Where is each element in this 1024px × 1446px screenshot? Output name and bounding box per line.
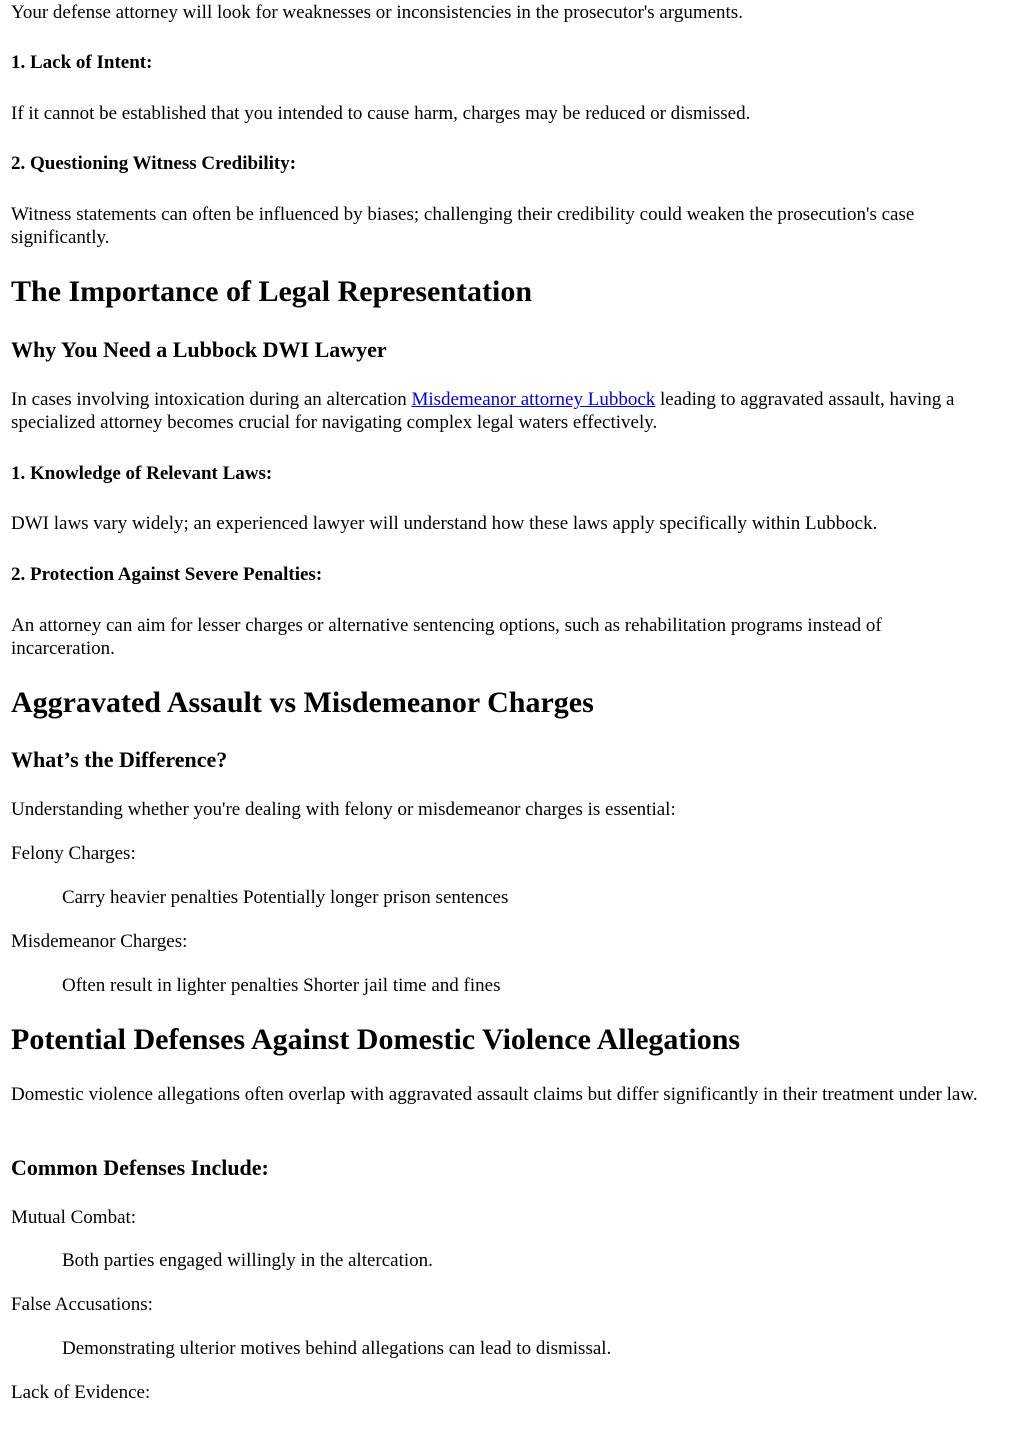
dwi-lawyer-paragraph xyxy=(11,388,986,434)
knowledge-laws-heading: 1. Knowledge of Relevant Laws: xyxy=(11,463,273,484)
witness-credibility-heading: 2. Questioning Witness Credibility: xyxy=(11,153,297,174)
felony-charges-term: Felony Charges: xyxy=(11,843,136,864)
domestic-violence-intro: Domestic violence allegations often overlap with aggravated assault claims but differ significantly in their treatment under law. xyxy=(11,1084,978,1105)
protection-penalties-paragraph: An attorney can aim for lesser charges or alternative sentencing options, such as rehabilitation programs instead of incarceration. xyxy=(11,615,882,659)
misdemeanor-attorney-link[interactable]: Misdemeanor attorney Lubbock xyxy=(411,389,656,410)
domestic-violence-title: Potential Defenses Against Domestic Violence Allegations xyxy=(11,1023,741,1056)
felony-charges-description: Carry heavier penalties Potentially longer prison sentences xyxy=(62,887,509,908)
charges-intro-paragraph: Understanding whether you're dealing with felony or misdemeanor charges is essential: xyxy=(11,799,676,820)
lack-of-intent-paragraph: If it cannot be established that you intended to cause harm, charges may be reduced or dismissed. xyxy=(11,103,751,124)
intro-paragraph: Your defense attorney will look for weaknesses or inconsistencies in the prosecutor's arguments. xyxy=(11,2,743,23)
lack-of-evidence-term: Lack of Evidence: xyxy=(11,1382,151,1403)
legal-representation-title: The Importance of Legal Representation xyxy=(11,275,533,308)
witness-credibility-paragraph: Witness statements can often be influenced by biases; challenging their credibility could weaken the prosecution's case significantly. xyxy=(11,204,915,248)
misdemeanor-charges-description: Often result in lighter penalties Shorter jail time and fines xyxy=(62,975,501,996)
assault-vs-misdemeanor-title: Aggravated Assault vs Misdemeanor Charges xyxy=(11,686,594,719)
knowledge-laws-paragraph: DWI laws vary widely; an experienced lawyer will understand how these laws apply specifically within Lubbock. xyxy=(11,513,878,534)
mutual-combat-description: Both parties engaged willingly in the altercation. xyxy=(62,1250,433,1271)
difference-subtitle: What’s the Difference? xyxy=(11,747,228,772)
lack-of-intent-heading: 1. Lack of Intent: xyxy=(11,52,153,73)
protection-penalties-heading: 2. Protection Against Severe Penalties: xyxy=(11,564,323,585)
false-accusations-description: Demonstrating ulterior motives behind allegations can lead to dismissal. xyxy=(62,1338,612,1359)
mutual-combat-term: Mutual Combat: xyxy=(11,1207,137,1228)
paragraph-text-after-link: leading to aggravated assault, having a specialized attorney becomes crucial for navigating complex legal waters effectively. xyxy=(11,389,955,433)
common-defenses-subtitle: Common Defenses Include: xyxy=(11,1155,269,1180)
misdemeanor-charges-term: Misdemeanor Charges: xyxy=(11,931,188,952)
dwi-lawyer-subtitle: Why You Need a Lubbock DWI Lawyer xyxy=(11,337,387,362)
false-accusations-term: False Accusations: xyxy=(11,1294,153,1315)
paragraph-text-before-link: In cases involving intoxication during an altercation xyxy=(11,389,412,410)
